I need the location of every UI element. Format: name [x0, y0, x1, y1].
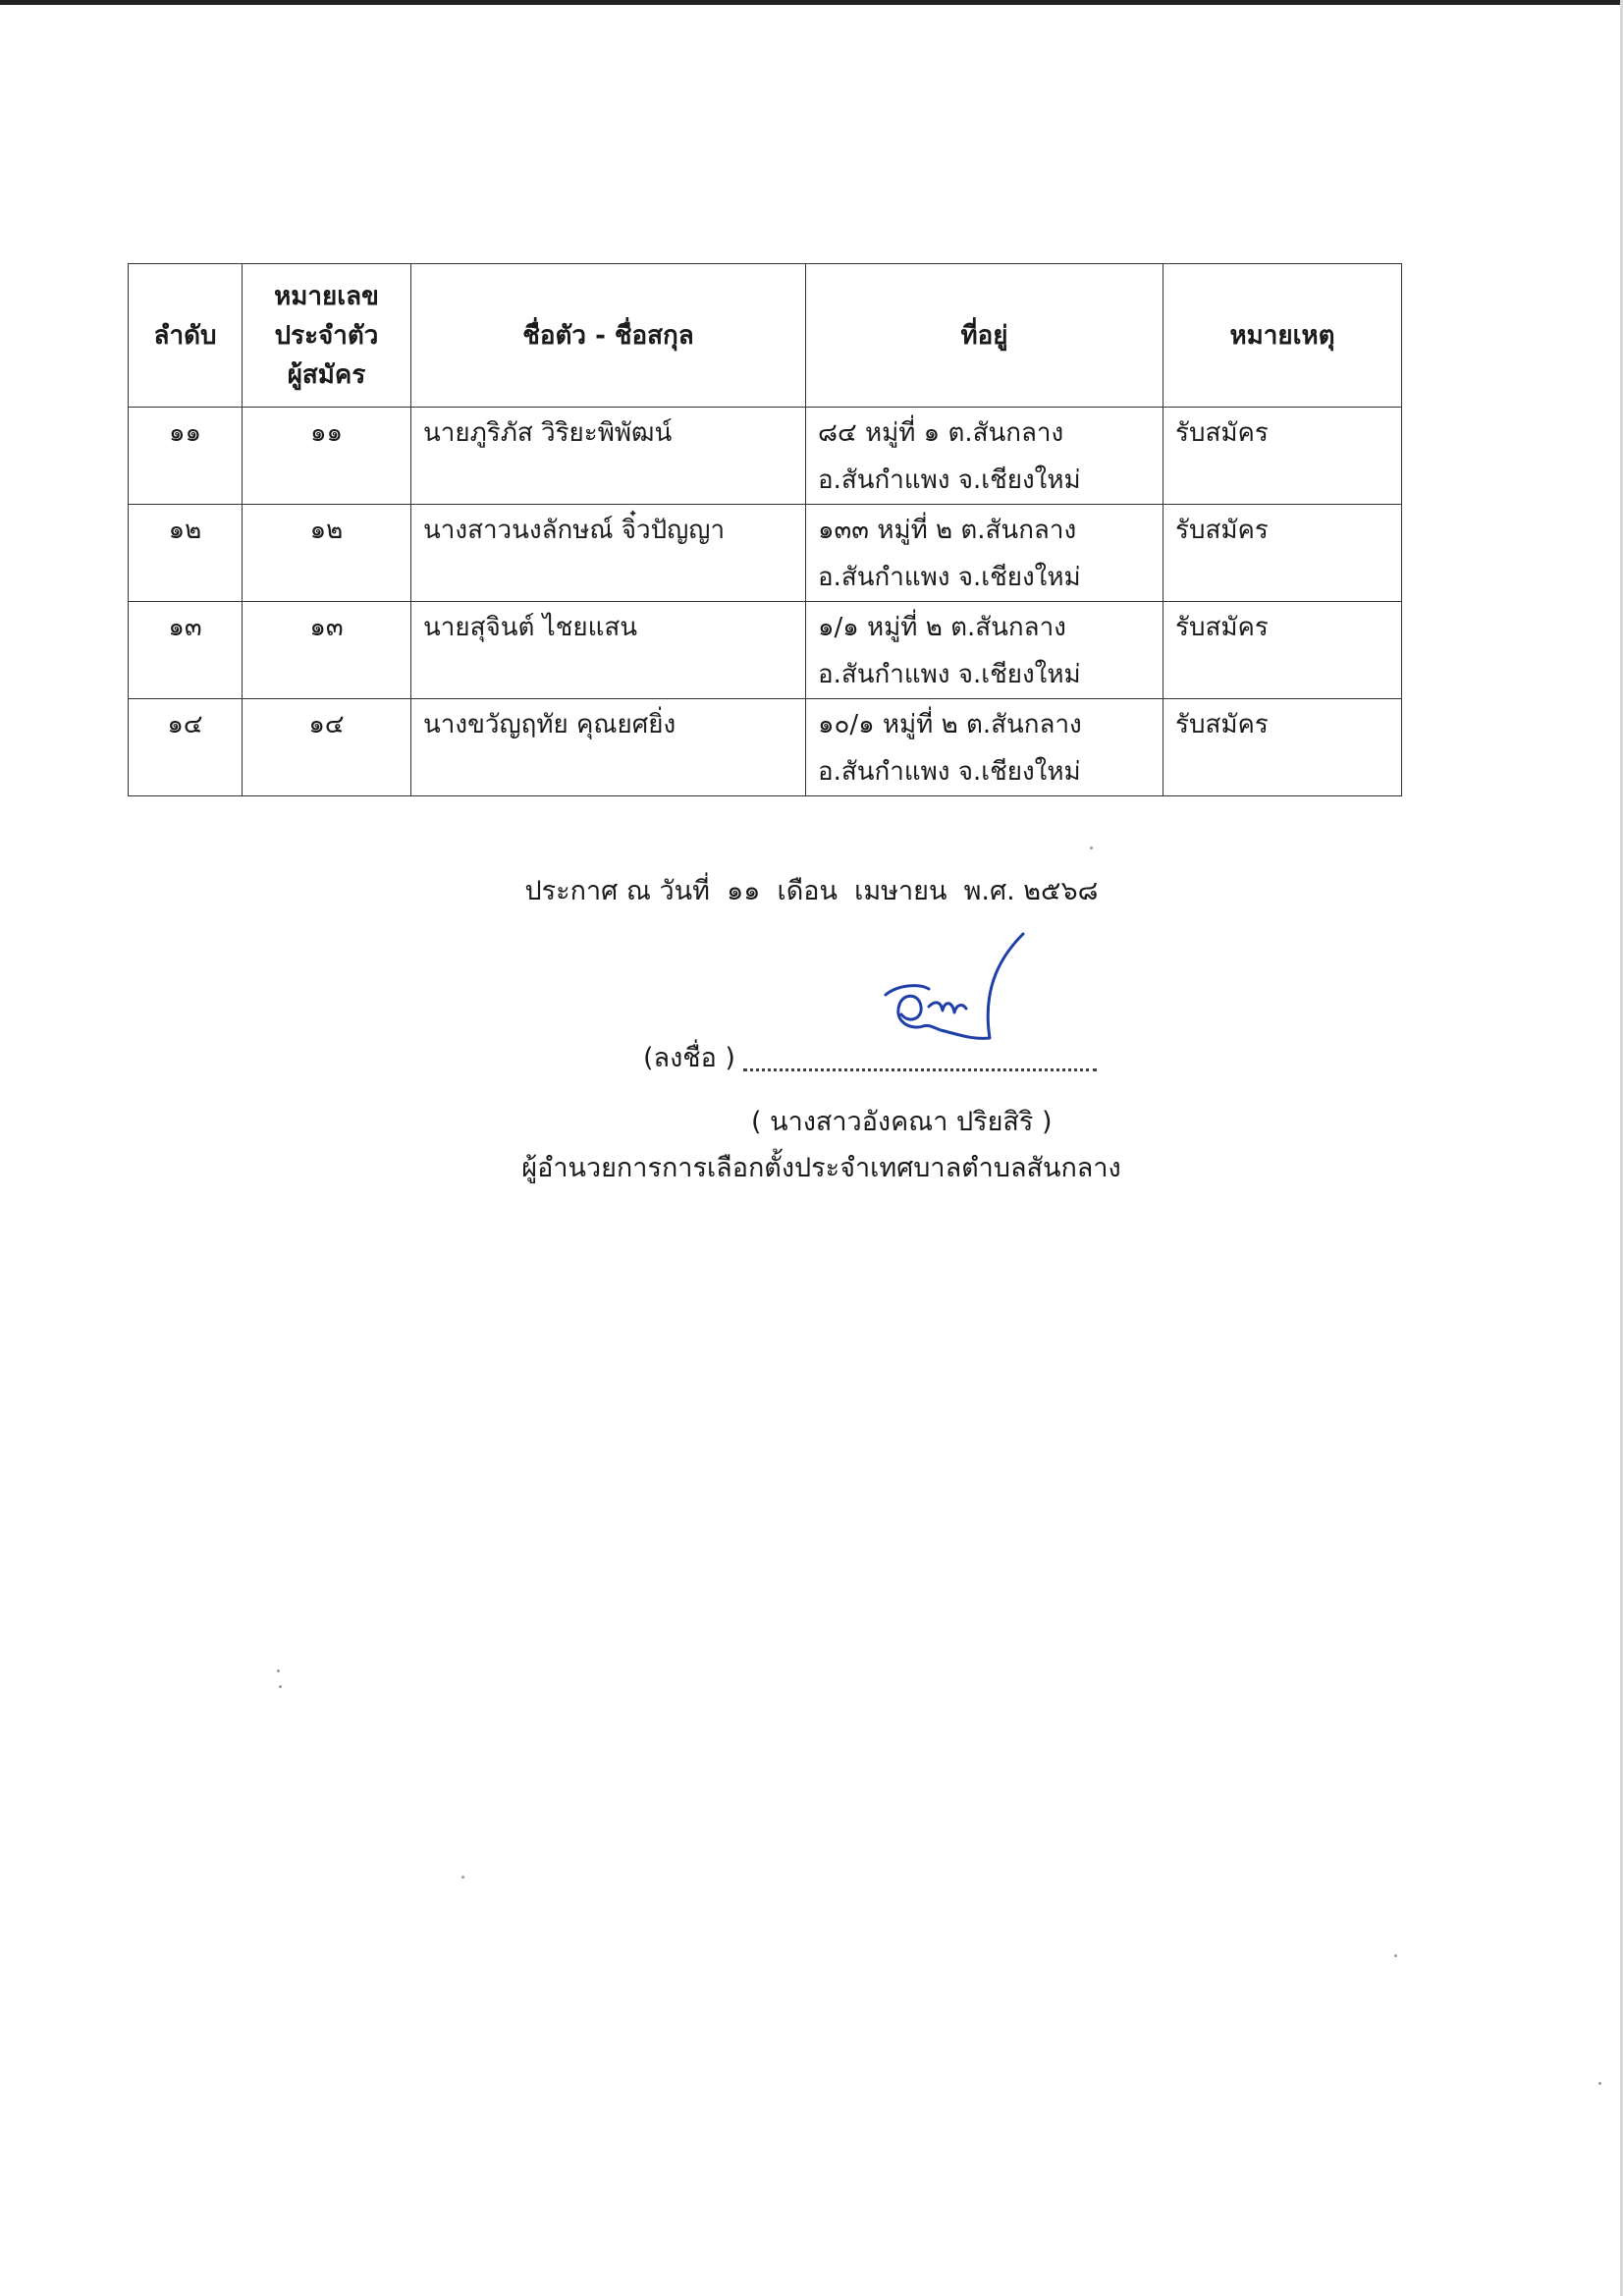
signature-line	[643, 1036, 1097, 1078]
cell-remark: รับสมัคร	[1163, 505, 1402, 602]
cell-address	[806, 408, 1163, 505]
signer-name: ( นางสาวอังคณา ปริยสิริ )	[751, 1107, 1053, 1137]
address-line1: ๑๐/๑ หมู่ที่ ๒ ต.สันกลาง	[818, 710, 1082, 739]
cell-remark: รับสมัคร	[1163, 602, 1402, 699]
header-applicant-number-line1: หมายเลข	[274, 281, 379, 311]
address-line2: อ.สันกำแพง จ.เชียงใหม่	[818, 660, 1081, 689]
address-line2: อ.สันกำแพง จ.เชียงใหม่	[818, 465, 1081, 495]
scan-speck	[279, 1685, 282, 1688]
cell-remark: รับสมัคร	[1163, 699, 1402, 796]
cell-name: นางขวัญฤทัย คุณยศยิ่ง	[411, 699, 806, 796]
header-order: ลำดับ	[129, 264, 243, 408]
page-top-edge	[0, 0, 1623, 5]
cell-order: ๑๓	[129, 602, 243, 699]
scan-speck	[277, 1669, 280, 1672]
address-line2: อ.สันกำแพง จ.เชียงใหม่	[818, 757, 1081, 787]
table-header-row	[129, 264, 1402, 408]
signer-title: ผู้อำนวยการการเลือกตั้งประจำเทศบาลตำบลสันกลาง	[521, 1153, 1121, 1183]
header-name: ชื่อตัว - ชื่อสกุล	[411, 264, 806, 408]
cell-applicant-number: ๑๑	[243, 408, 411, 505]
address-line1: ๑๓๓ หมู่ที่ ๒ ต.สันกลาง	[818, 516, 1077, 545]
table-row	[129, 408, 1402, 505]
sign-label: (ลงชื่อ )	[643, 1043, 735, 1073]
scan-speck	[1598, 2082, 1601, 2085]
cell-address	[806, 505, 1163, 602]
cell-address	[806, 699, 1163, 796]
signature-dotted-line	[743, 1047, 1097, 1071]
cell-name: นายภูริภัส วิริยะพิพัฒน์	[411, 408, 806, 505]
announcement-date: ประกาศ ณ วันที่ ๑๑ เดือน เมษายน พ.ศ. ๒๕๖๘	[524, 876, 1099, 906]
header-applicant-number-line3: ผู้สมัคร	[287, 359, 366, 390]
cell-address	[806, 602, 1163, 699]
address-line2: อ.สันกำแพง จ.เชียงใหม่	[818, 563, 1081, 592]
cell-applicant-number: ๑๔	[243, 699, 411, 796]
scan-speck	[461, 1876, 464, 1879]
header-address: ที่อยู่	[806, 264, 1163, 408]
cell-remark: รับสมัคร	[1163, 408, 1402, 505]
header-remark: หมายเหตุ	[1163, 264, 1402, 408]
cell-order: ๑๔	[129, 699, 243, 796]
scan-speck	[1090, 847, 1093, 849]
cell-applicant-number: ๑๒	[243, 505, 411, 602]
cell-order: ๑๑	[129, 408, 243, 505]
table-row	[129, 505, 1402, 602]
cell-order: ๑๒	[129, 505, 243, 602]
header-applicant-number-line2: ประจำตัว	[274, 320, 379, 351]
cell-name: นางสาวนงลักษณ์ จิ๋วปัญญา	[411, 505, 806, 602]
table-row	[129, 602, 1402, 699]
table-row	[129, 699, 1402, 796]
scan-speck	[1394, 1954, 1397, 1957]
cell-applicant-number: ๑๓	[243, 602, 411, 699]
address-line1: ๑/๑ หมู่ที่ ๒ ต.สันกลาง	[818, 613, 1066, 642]
cell-name: นายสุจินต์ ไชยแสน	[411, 602, 806, 699]
address-line1: ๘๔ หมู่ที่ ๑ ต.สันกลาง	[818, 418, 1064, 448]
candidate-table	[128, 263, 1402, 796]
header-applicant-number	[243, 264, 411, 408]
